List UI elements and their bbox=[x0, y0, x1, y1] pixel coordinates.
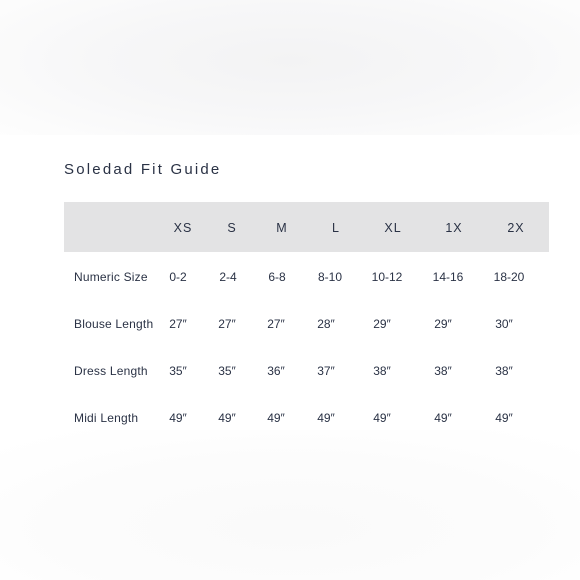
table-cell: 0-2 bbox=[169, 270, 187, 284]
size-header-band bbox=[64, 202, 549, 252]
table-cell: 49″ bbox=[373, 411, 391, 425]
row-label-blouse-length: Blouse Length bbox=[74, 317, 154, 331]
table-cell: 8-10 bbox=[317, 270, 343, 284]
table-cell: 2-4 bbox=[219, 270, 237, 284]
column-header-s: S bbox=[227, 221, 237, 235]
table-cell: 29″ bbox=[373, 317, 391, 331]
table-cell: 10-12 bbox=[371, 270, 403, 284]
column-header-1x: 1X bbox=[445, 221, 463, 235]
table-cell: 29″ bbox=[434, 317, 452, 331]
page-title: Soledad Fit Guide bbox=[64, 161, 222, 178]
table-cell: 49″ bbox=[218, 411, 236, 425]
table-cell: 49″ bbox=[495, 411, 513, 425]
table-cell: 38″ bbox=[495, 364, 513, 378]
table-cell: 37″ bbox=[317, 364, 335, 378]
table-cell: 49″ bbox=[267, 411, 285, 425]
column-header-xl: XL bbox=[384, 221, 402, 235]
table-cell: 35″ bbox=[169, 364, 187, 378]
table-cell: 38″ bbox=[373, 364, 391, 378]
table-cell: 28″ bbox=[317, 317, 335, 331]
table-cell: 27″ bbox=[267, 317, 285, 331]
row-label-dress-length: Dress Length bbox=[74, 364, 148, 378]
table-cell: 30″ bbox=[495, 317, 513, 331]
table-cell: 14-16 bbox=[432, 270, 464, 284]
table-cell: 27″ bbox=[218, 317, 236, 331]
column-header-xs: XS bbox=[173, 221, 193, 235]
column-header-2x: 2X bbox=[507, 221, 525, 235]
table-cell: 6-8 bbox=[268, 270, 286, 284]
table-cell: 49″ bbox=[317, 411, 335, 425]
row-label-midi-length: Midi Length bbox=[74, 411, 139, 425]
table-cell: 49″ bbox=[169, 411, 187, 425]
table-cell: 27″ bbox=[169, 317, 187, 331]
table-cell: 35″ bbox=[218, 364, 236, 378]
column-header-m: M bbox=[276, 221, 288, 235]
column-header-l: L bbox=[332, 221, 340, 235]
table-cell: 18-20 bbox=[493, 270, 525, 284]
top-background-fade bbox=[0, 0, 580, 135]
table-cell: 49″ bbox=[434, 411, 452, 425]
bottom-background-fade bbox=[0, 430, 580, 580]
table-cell: 38″ bbox=[434, 364, 452, 378]
table-cell: 36″ bbox=[267, 364, 285, 378]
row-label-numeric-size: Numeric Size bbox=[74, 270, 148, 284]
